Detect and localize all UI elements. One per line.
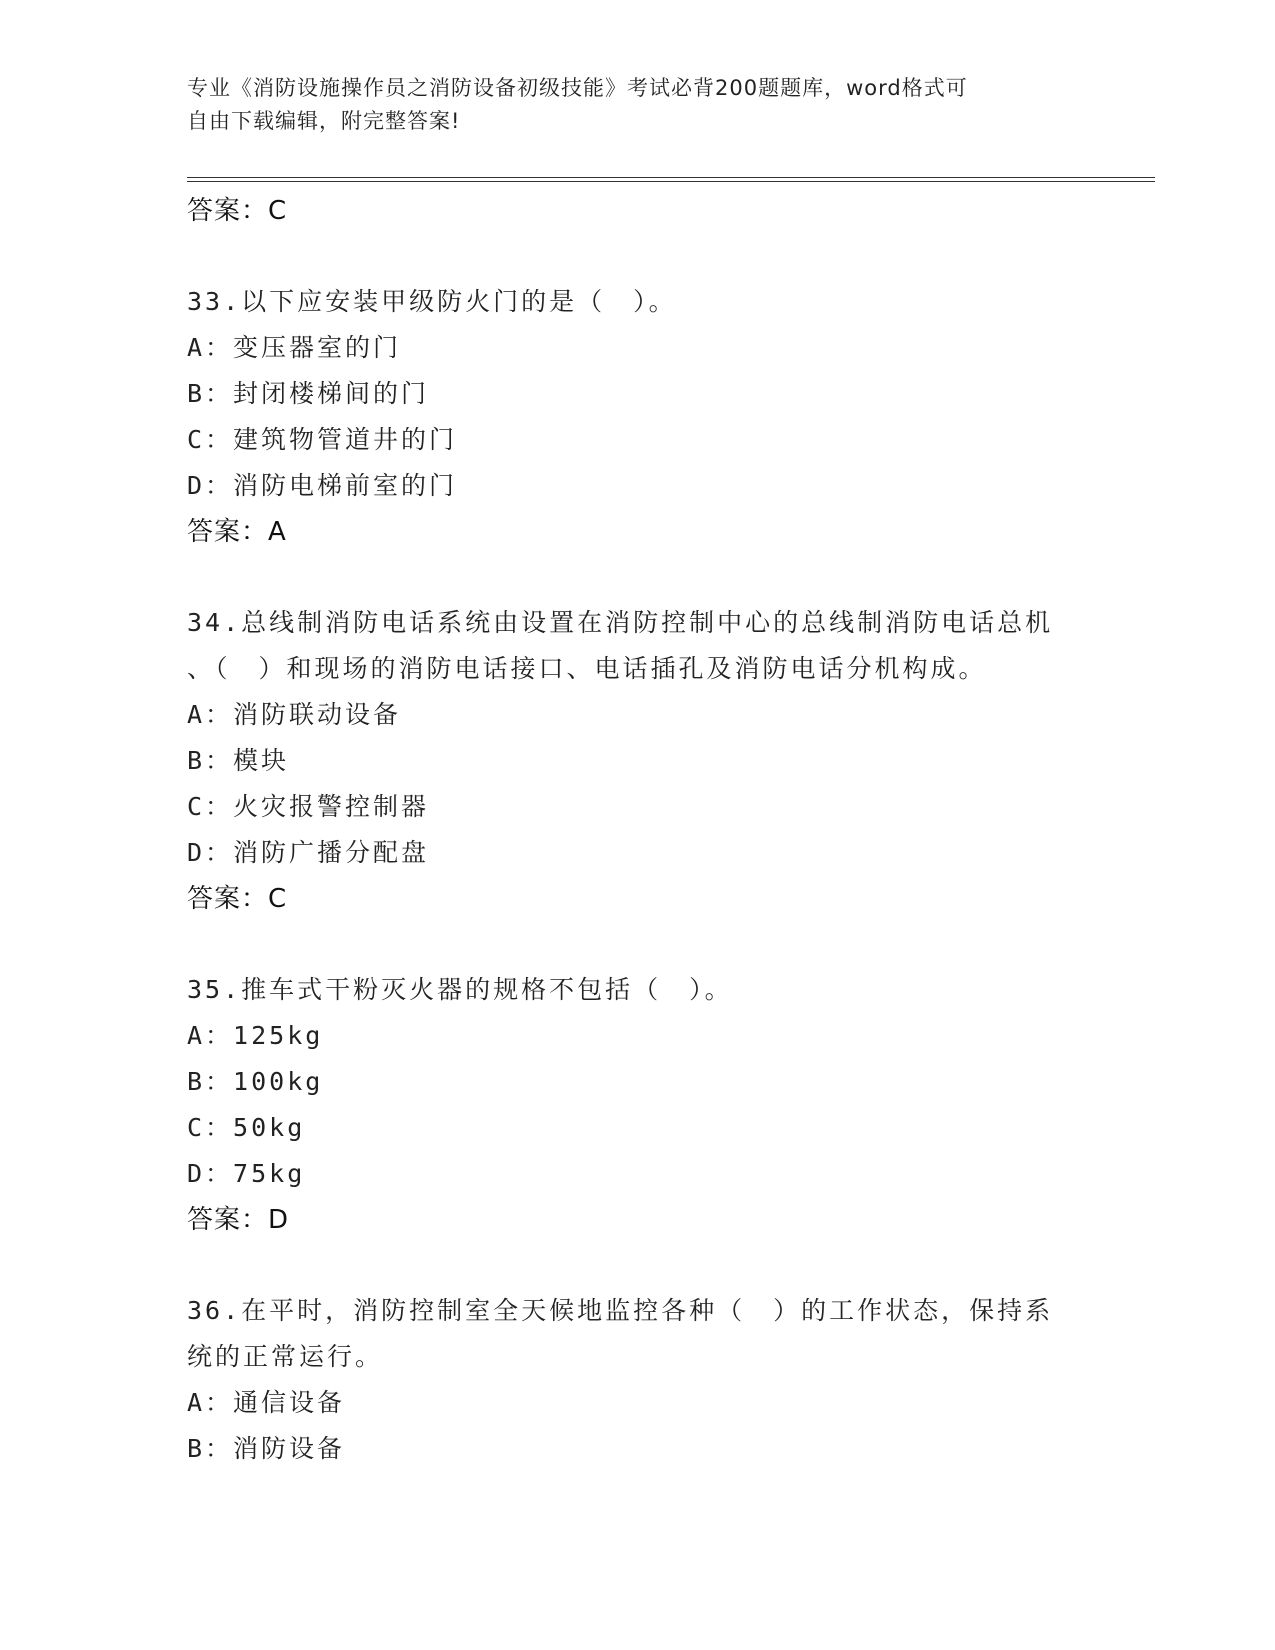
- question-35: [187, 967, 1087, 1243]
- option-c: C：建筑物管道井的门: [187, 425, 458, 454]
- question-text-line-1: 36.在平时，消防控制室全天候地监控各种（ ）的工作状态，保持系: [187, 1296, 1054, 1325]
- option-c: C：50kg: [187, 1113, 306, 1142]
- question-text-line-1: 34.总线制消防电话系统由设置在消防控制中心的总线制消防电话总机: [187, 608, 1054, 637]
- question-33: [187, 279, 1087, 555]
- spacer: [187, 555, 1087, 600]
- header-divider: [187, 177, 1155, 182]
- header-line-2: 自由下载编辑，附完整答案!: [187, 109, 461, 133]
- option-a: A：变压器室的门: [187, 333, 402, 362]
- answer: 答案：D: [187, 1205, 290, 1235]
- option-b: B：消防设备: [187, 1434, 346, 1463]
- question-text-line-2: 统的正常运行。: [187, 1342, 384, 1371]
- spacer: [187, 1243, 1087, 1288]
- question-36: [187, 1288, 1087, 1472]
- answer: 答案：A: [187, 517, 287, 547]
- option-b: B：模块: [187, 746, 290, 775]
- option-d: D：75kg: [187, 1159, 306, 1188]
- option-b: B：封闭楼梯间的门: [187, 379, 430, 408]
- answer: 答案：C: [187, 884, 288, 914]
- question-34: [187, 600, 1087, 922]
- option-d: D：消防电梯前室的门: [187, 471, 458, 500]
- option-c: C：火灾报警控制器: [187, 792, 430, 821]
- question-text-line-2: 、（ ）和现场的消防电话接口、电话插孔及消防电话分机构成。: [187, 654, 987, 683]
- answer-32: 答案：C: [187, 196, 288, 226]
- option-a: A：125kg: [187, 1021, 324, 1050]
- header-line-1: 专业《消防设施操作员之消防设备初级技能》考试必背200题题库，word格式可: [187, 76, 968, 100]
- page-header: [187, 72, 1067, 138]
- question-text: 35.推车式干粉灭火器的规格不包括（ ）。: [187, 975, 733, 1004]
- option-d: D：消防广播分配盘: [187, 838, 430, 867]
- option-a: A：消防联动设备: [187, 700, 402, 729]
- option-b: B：100kg: [187, 1067, 324, 1096]
- option-a: A：通信设备: [187, 1388, 346, 1417]
- spacer: [187, 922, 1087, 967]
- question-text: 33.以下应安装甲级防火门的是（ ）。: [187, 287, 677, 316]
- question-list: [187, 188, 1087, 1472]
- spacer: [187, 234, 1087, 279]
